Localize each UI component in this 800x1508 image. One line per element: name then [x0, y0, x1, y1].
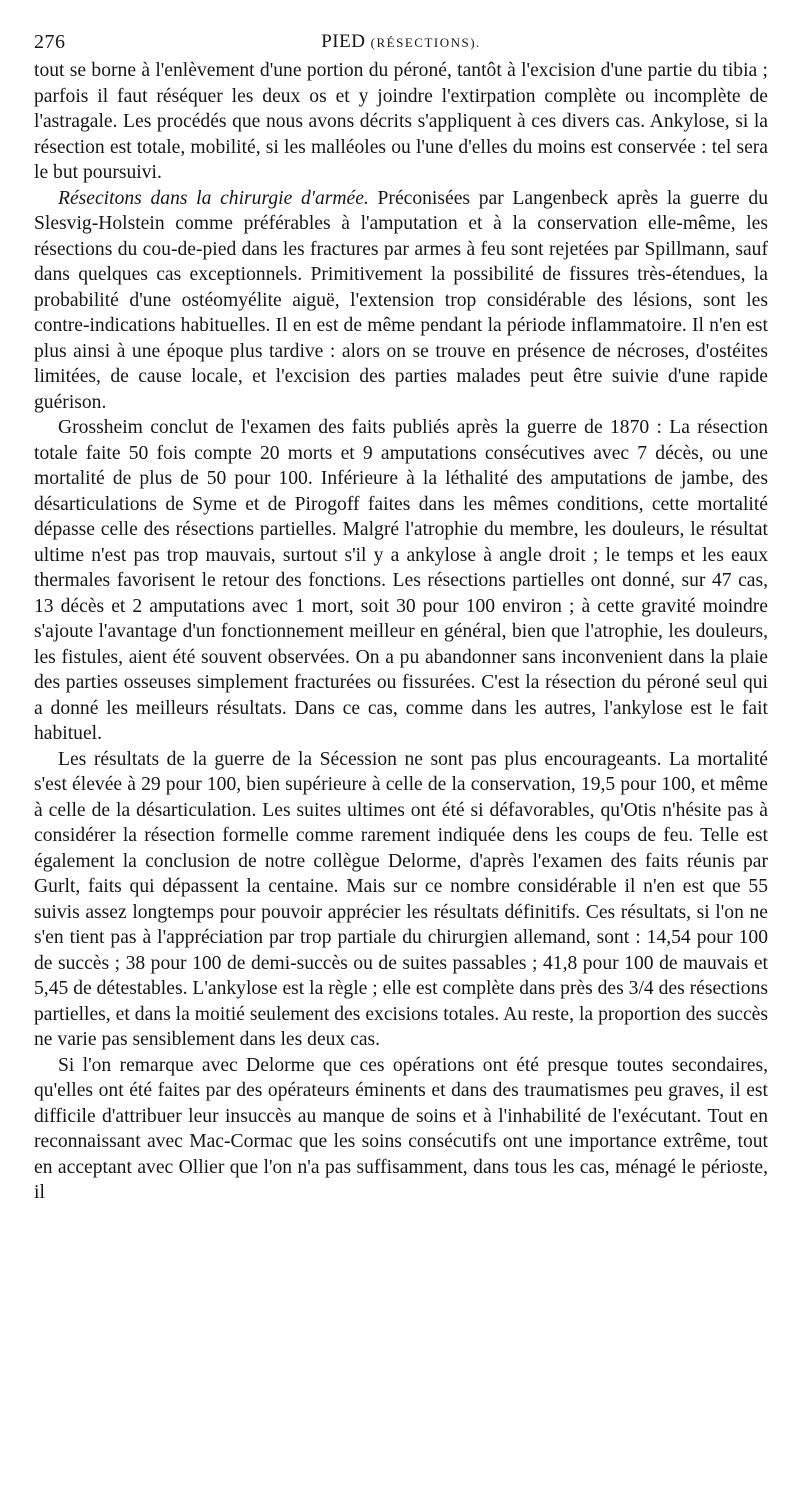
paragraph-text: Si l'on remarque avec Delorme que ces opérations ont été presque toutes secondaires, qu'elles ont été faites par des opérateurs éminents et dans des traumatismes peu graves, il est difficile d'attribuer leur insuccès au manque de soins et à l'inhabilité de l'exécutant. Tout en reconnaissant avec Mac-Cormac que les soins consécutifs ont une importance extrême, tout en acceptant avec Ollier que l'on n'a pas suffisamment, dans tous les cas, ménagé le périoste, il: [34, 1054, 768, 1203]
book-page: [34, 28, 768, 1206]
paragraph-grossheim: [34, 415, 768, 747]
paragraph-text: tout se borne à l'enlèvement d'une portion du péroné, tantôt à l'excision d'une partie du tibia ; parfois il faut réséquer les deux os et y joindre l'extirpation complète ou incomplète de l'astragale. Les procédés que nous avons décrits s'appliquent à ces divers cas. Ankylose, si la résection est totale, mobilité, si les malléoles ou l'une d'elles du moins est conservée : tel sera le but poursuivi.: [34, 60, 768, 183]
paragraph-delorme: [34, 1053, 768, 1206]
paragraph-continuation: [34, 58, 768, 186]
paragraph-text: Préconisées par Langenbeck après la guerre du Slesvig-Holstein comme préférables à l'amputation et à la conservation elle-même, les résections du cou-de-pied dans les fractures par armes à feu sont rejetées par Spillmann, sauf dans quelques cas exceptionnels. Primitivement la possibilité de fissures très-étendues, la probabilité d'une ostéomyélite aiguë, l'extension trop considérable des lésions, sont les contre-indications habituelles. Il en est de même pendant la période inflammatoire. Il n'en est plus ainsi à une époque plus tardive : alors on se trouve en présence de nécroses, d'ostéites limitées, de cause locale, et l'excision des parties malades peut être suivie d'une rapide guérison.: [34, 187, 768, 413]
running-title-main: PIED: [321, 31, 366, 52]
running-title: [34, 31, 768, 53]
paragraph-text: Les résultats de la guerre de la Sécession ne sont pas plus encourageants. La mortalité s'est élevée à 29 pour 100, bien supérieure à celle de la conservation, 19,5 pour 100, et même à celle de la désarticulation. Les suites ultimes ont été si défavorables, qu'Otis n'hésite pas à considérer la résection formelle comme rarement indiquée dens les coups de feu. Telle est également la conclusion de notre collègue Delorme, d'après l'examen des faits réunis par Gurlt, faits qui dépassent la centaine. Mais sur ce nombre considérable il n'en est que 55 suivis assez longtemps pour pouvoir apprécier les résultats définitifs. Ces résultats, si l'on ne s'en tient pas à l'appréciation par trop partiale du chirurgien allemand, sont : 14,54 pour 100 de succès ; 38 pour 100 de demi-succès ou de suites passables ; 41,8 pour 100 de mauvais et 5,45 de détestables. L'ankylose est la règle ; elle est complète dans près des 3/4 des résections partielles, et dans la moitié seulement des excisions totales. Au reste, la proportion des succès ne varie pas sensiblement dans les deux cas.: [34, 748, 768, 1050]
paragraph-text: Grossheim conclut de l'examen des faits publiés après la guerre de 1870 : La résection totale faite 50 fois compte 20 morts et 9 amputations consécutives avec 7 décès, ou une mortalité de plus de 50 pour 100. Inférieure à la léthalité des amputations de jambe, des désarticulations de Syme et de Pirogoff faites dans les mêmes conditions, cette mortalité dépasse celle des résections partielles. Malgré l'atrophie du membre, les douleurs, le résultat ultime n'est pas trop mauvais, surtout s'il y a ankylose à angle droit ; le temps et les eaux thermales favorisent le retour des fonctions. Les résections partielles ont donné, sur 47 cas, 13 décès et 2 amputations avec 1 mort, soit 30 pour 100 environ ; à cette gravité moindre s'ajoute l'avantage d'un fonctionnement meilleur en général, bien que l'atrophie, les douleurs, les fistules, aient été souvent observées. On a pu abandonner sans inconvenient dans la plaie des parties osseuses simplement fracturées ou fissurées. C'est la résection du péroné seul qui a donné les meilleurs résultats. Dans ce cas, comme dans les autres, l'ankylose est le fait habituel.: [34, 417, 768, 744]
section-heading: Résecitons dans la chirurgie d'armée.: [58, 187, 378, 209]
running-title-sub: (RÉSECTIONS).: [370, 35, 481, 50]
running-head: [34, 28, 768, 58]
paragraph-secession-war: [34, 747, 768, 1053]
paragraph-military-resections: [34, 186, 768, 416]
body-text: [34, 58, 768, 1206]
page-number: 276: [34, 31, 66, 53]
